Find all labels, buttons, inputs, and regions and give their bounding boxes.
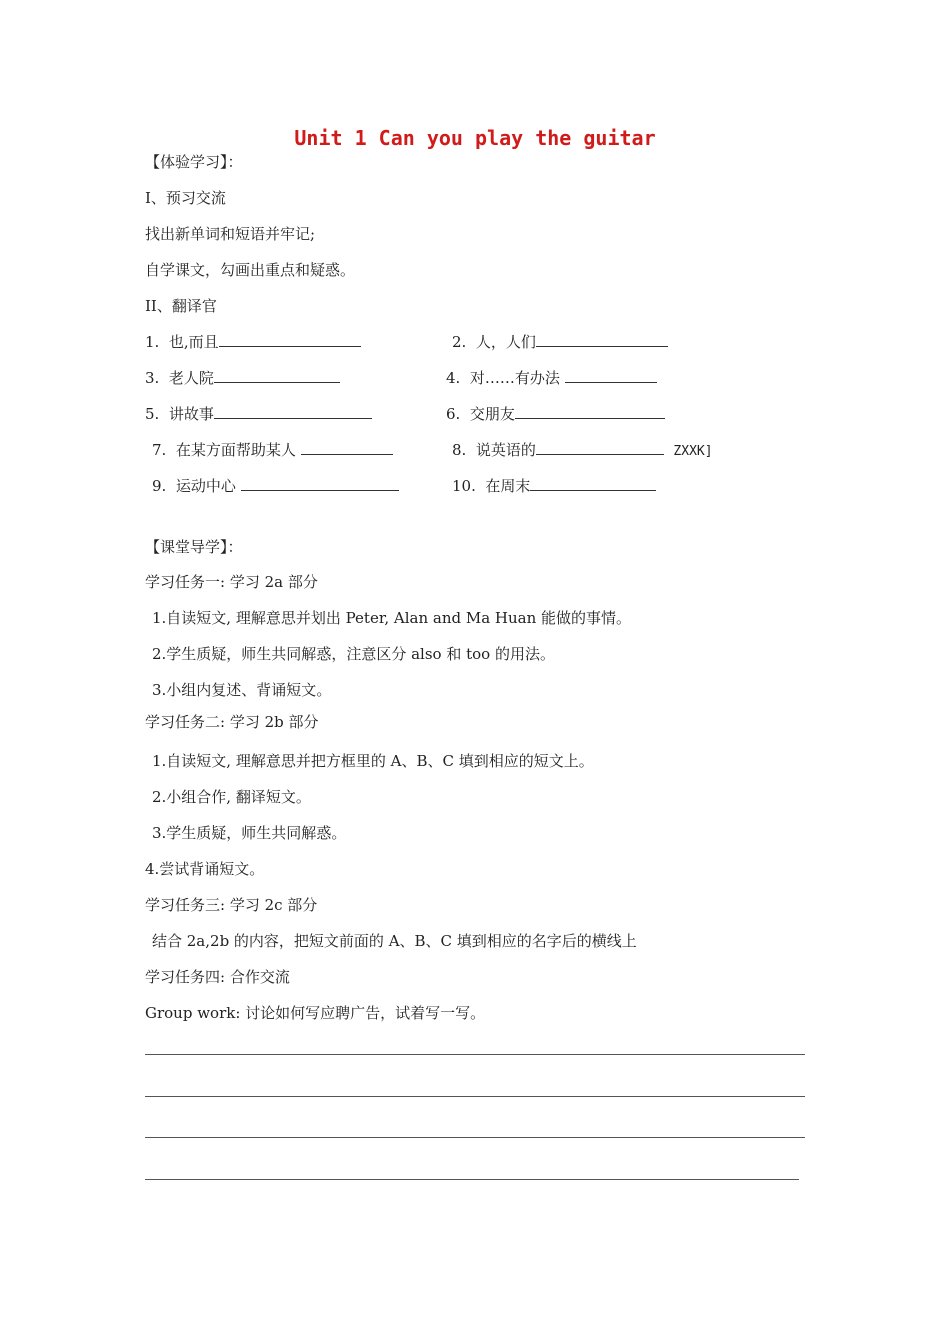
task-1-item-1: 1.自读短文, 理解意思并划出 Peter, Alan and Ma Huan 能做的事情。 [152, 609, 632, 627]
translate-item-10: 10. 在周末 [452, 476, 656, 496]
writing-line[interactable] [145, 1137, 805, 1138]
translate-item-9: 9. 运动中心 [152, 476, 399, 496]
answer-blank[interactable] [515, 404, 665, 419]
preview-line-2: 自学课文，勾画出重点和疑惑。 [145, 261, 356, 279]
task-2-item-2: 2.小组合作, 翻译短文。 [152, 788, 311, 806]
part-heading-preview: I、预习交流 [145, 189, 226, 207]
answer-blank[interactable] [536, 332, 668, 347]
preview-line-1: 找出新单词和短语并牢记; [145, 225, 316, 243]
task-1-item-2: 2.学生质疑，师生共同解惑，注意区分 also 和 too 的用法。 [152, 645, 555, 663]
translate-item-1: 1. 也,而且 [145, 332, 361, 352]
answer-blank[interactable] [214, 368, 340, 383]
answer-blank[interactable] [301, 440, 393, 455]
answer-blank[interactable] [241, 476, 399, 491]
answer-blank[interactable] [214, 404, 372, 419]
task-2-item-1: 1.自读短文, 理解意思并把方框里的 A、B、C 填到相应的短文上。 [152, 752, 594, 770]
translate-item-7: 7. 在某方面帮助某人 [152, 440, 393, 460]
task-1-heading: 学习任务一: 学习 2a 部分 [145, 573, 318, 591]
page-title: Unit 1 Can you play the guitar [294, 126, 656, 150]
task-2-item-4: 4.尝试背诵短文。 [145, 860, 265, 878]
task-4-heading: 学习任务四: 合作交流 [145, 968, 290, 986]
writing-line[interactable] [145, 1179, 799, 1180]
section-heading-experience: 【体验学习】： [145, 153, 243, 171]
writing-line[interactable] [145, 1096, 805, 1097]
answer-blank[interactable] [219, 332, 361, 347]
answer-blank[interactable] [536, 440, 664, 455]
writing-line[interactable] [145, 1054, 805, 1055]
task-2-item-3: 3.学生质疑，师生共同解惑。 [152, 824, 347, 842]
task-3-heading: 学习任务三: 学习 2c 部分 [145, 896, 318, 914]
answer-blank[interactable] [565, 368, 657, 383]
task-2-heading: 学习任务二: 学习 2b 部分 [145, 713, 319, 731]
translate-item-4: 4. 对……有办法 [446, 368, 657, 388]
task-1-item-3: 3.小组内复述、背诵短文。 [152, 681, 332, 699]
translate-item-5: 5. 讲故事 [145, 404, 372, 424]
translate-item-6: 6. 交朋友 [446, 404, 665, 424]
task-4-text: Group work: 讨论如何写应聘广告，试着写一写。 [145, 1004, 486, 1022]
translate-item-8: 8. 说英语的 ZXXK] [452, 441, 713, 459]
answer-blank[interactable] [530, 476, 656, 491]
section-heading-guidance: 【课堂导学】： [145, 538, 243, 556]
part-heading-translator: II、翻译官 [145, 297, 217, 315]
translate-item-3: 3. 老人院 [145, 368, 340, 388]
translate-item-2: 2. 人，人们 [452, 332, 668, 352]
task-3-text: 结合 2a,2b 的内容，把短文前面的 A、B、C 填到相应的名字后的横线上 [152, 932, 637, 950]
